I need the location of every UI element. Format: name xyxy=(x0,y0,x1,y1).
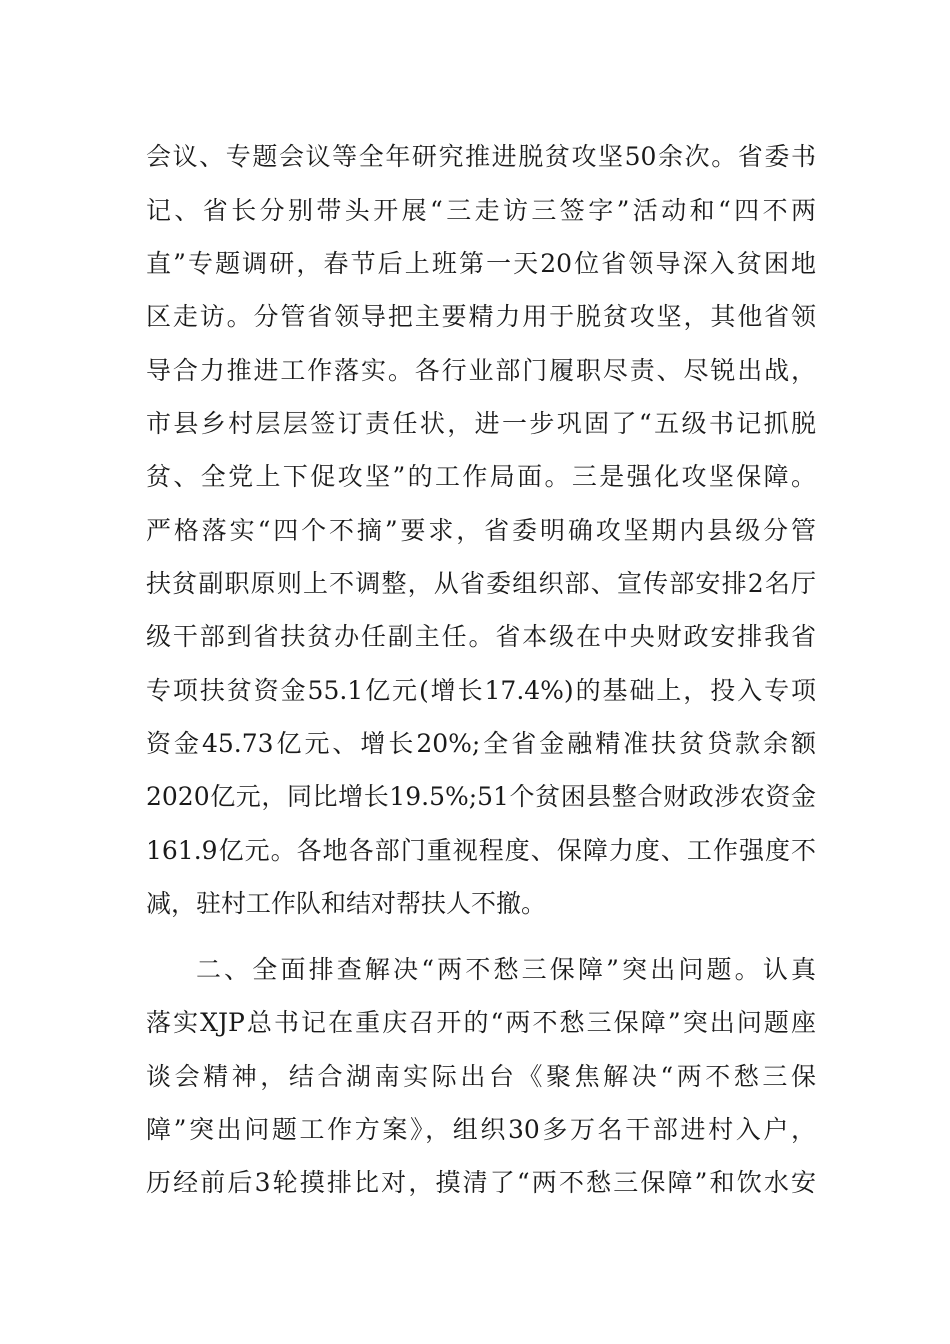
text-line: 资金45.73亿元、增长20%;全省金融精准扶贫贷款余额 xyxy=(146,729,816,758)
text-line: 市县乡村层层签订责任状，进一步巩固了“五级书记抓脱 xyxy=(146,409,816,438)
text-line: 161.9亿元。各地各部门重视程度、保障力度、工作强度不 xyxy=(146,836,816,865)
text-line: 贫、全党上下促攻坚”的工作局面。三是强化攻坚保障。 xyxy=(146,462,816,491)
text-line: 区走访。分管省领导把主要精力用于脱贫攻坚，其他省领 xyxy=(146,302,816,331)
text-line: 2020亿元，同比增长19.5%;51个贫困县整合财政涉农资金 xyxy=(146,782,816,811)
text-line: 记、省长分别带头开展“三走访三签字”活动和“四不两 xyxy=(146,196,816,225)
text-line: 导合力推进工作落实。各行业部门履职尽责、尽锐出战， xyxy=(146,356,816,385)
text-line: 障”突出问题工作方案》，组织30多万名干部进村入户， xyxy=(146,1115,816,1144)
text-line: 直”专题调研，春节后上班第一天20位省领导深入贫困地 xyxy=(146,249,816,278)
text-line: 减，驻村工作队和结对帮扶人不撤。 xyxy=(146,889,547,918)
paragraph-heading-line: 二、全面排查解决“两不愁三保障”突出问题。认真 xyxy=(196,955,816,984)
text-line: 落实XJP总书记在重庆召开的“两不愁三保障”突出问题座 xyxy=(146,1008,816,1037)
text-line: 历经前后3轮摸排比对，摸清了“两不愁三保障”和饮水安 xyxy=(146,1168,816,1197)
text-line: 专项扶贫资金55.1亿元(增长17.4%)的基础上，投入专项 xyxy=(146,676,816,705)
text-line: 严格落实“四个不摘”要求，省委明确攻坚期内县级分管 xyxy=(146,516,816,545)
text-line: 谈会精神，结合湖南实际出台《聚焦解决“两不愁三保 xyxy=(146,1062,816,1091)
text-line: 会议、专题会议等全年研究推进脱贫攻坚50余次。省委书 xyxy=(146,142,816,171)
text-line: 级干部到省扶贫办任副主任。省本级在中央财政安排我省 xyxy=(146,622,816,651)
text-line: 扶贫副职原则上不调整，从省委组织部、宣传部安排2名厅 xyxy=(146,569,816,598)
